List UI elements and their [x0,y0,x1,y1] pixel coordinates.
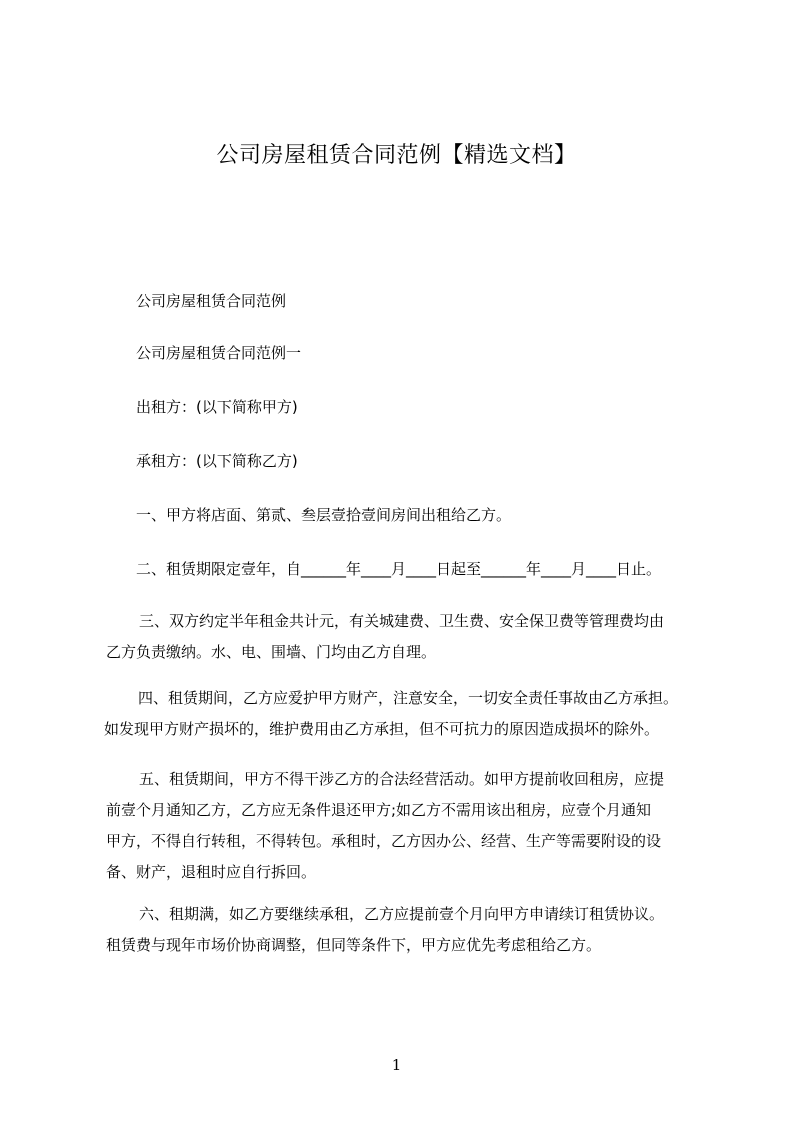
clause-5-line: 五、租赁期间，甲方不得干涉乙方的合法经营活动。如甲方提前收回租房，应提 [139,770,665,788]
clause-5-line: 备、财产，退租时应自行拆回。 [106,863,317,881]
page-number: 1 [391,1056,402,1074]
lessee-line: 承租方：(以下简称乙方) [136,452,298,470]
clause-5 [106,768,664,892]
clause-4-line: 如发现甲方财产损坏的，维护费用由乙方承担，但不可抗力的原因造成损坏的除外。 [104,720,660,738]
document-title: 公司房屋租赁合同范例【精选文档】 [216,143,577,168]
clause-2: 二、租赁期限定壹年，自______年____月____日起至______年____月____日止。 [136,560,662,578]
clause-1: 一、甲方将店面、第贰、叁层壹拾壹间房间出租给乙方。 [136,506,512,524]
clause-4-line: 四、租赁期间，乙方应爱护甲方财产，注意安全，一切安全责任事故由乙方承担。 [138,689,679,707]
clause-3-line: 乙方负责缴纳。水、电、围墙、门均由乙方自理。 [106,643,437,661]
section-subheading: 公司房屋租赁合同范例一 [136,344,302,362]
clause-3-line: 三、双方约定半年租金共计元，有关城建费、卫生费、安全保卫费等管理费均由 [139,612,665,630]
clause-6-line: 租赁费与现年市场价协商调整，但同等条件下，甲方应优先考虑租给乙方。 [106,936,602,954]
clause-4 [104,687,678,749]
clause-6-line: 六、租期满，如乙方要继续承租，乙方应提前壹个月向甲方申请续订租赁协议。 [139,905,665,923]
clause-3 [106,610,664,672]
clause-6 [106,903,664,965]
section-heading: 公司房屋租赁合同范例 [136,292,287,310]
clause-5-line: 甲方，不得自行转租，不得转包。承租时，乙方因办公、经营、生产等需要附设的设 [106,832,662,850]
lessor-line: 出租方：(以下简称甲方) [136,398,298,416]
clause-5-line: 前壹个月通知乙方，乙方应无条件退还甲方;如乙方不需用该出租房，应壹个月通知 [106,801,652,819]
